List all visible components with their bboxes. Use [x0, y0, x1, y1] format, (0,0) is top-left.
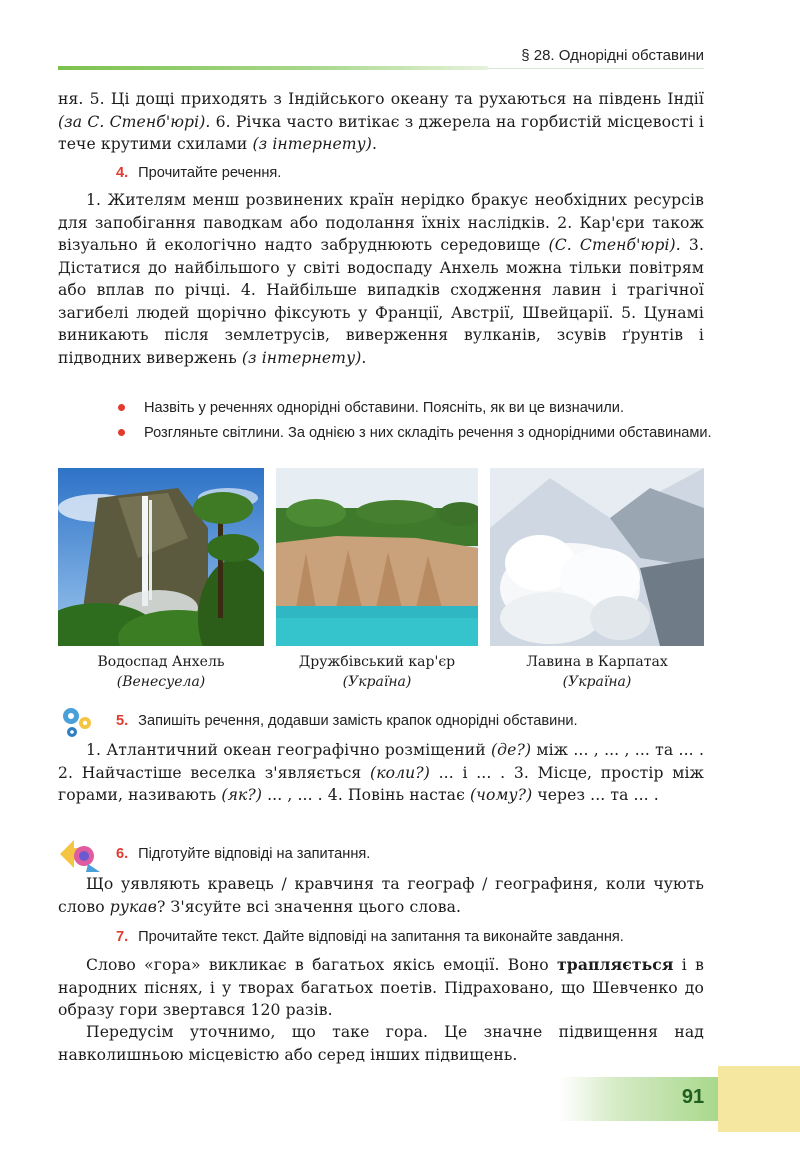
task-6-heading [116, 844, 370, 864]
task-7-number: 7. [116, 929, 129, 945]
task-5-instruction: Запишіть речення, додавши замість крапок однорідні обставини. [138, 713, 578, 729]
header-green-rule [58, 66, 488, 70]
caption-place: (Венесуела) [116, 674, 206, 690]
header-thin-rule [488, 68, 704, 69]
task-4-number: 4. [116, 165, 129, 181]
task-4-sentences [58, 189, 704, 369]
task-5-number: 5. [116, 713, 129, 729]
task-5-part: 1. Атлантичний океан географічно розміщений [86, 741, 491, 759]
intro-end: . [372, 135, 378, 153]
task-6-word: рукав [109, 897, 157, 916]
caption-name: Лавина в Карпатах [526, 654, 668, 670]
task-4-end: . [361, 348, 367, 367]
section-title: § 28. Однорідні обставини [521, 47, 704, 64]
task-4-instruction: Прочитайте речення. [138, 165, 282, 181]
task-4-bullet-2 [118, 423, 718, 443]
task-5-question: (чому?) [469, 786, 533, 804]
footer-yellow-block [718, 1066, 800, 1132]
photo-druzhbivskyi-quarry [276, 468, 478, 646]
intro-text-2: 6. Річка часто витікає з джерела на горбистій місцевості і тече крутими схилами [58, 112, 704, 153]
task-5-question: (де?) [490, 741, 532, 759]
intro-source-2: (з інтернету) [252, 135, 372, 153]
caption-1 [56, 652, 266, 692]
task-7-bold-word: трапляється [557, 955, 674, 974]
task-7-paragraph-2: Передусім уточнимо, що таке гора. Це значне підвищення над навколишньою місцевістю або серед інших підвищень. [58, 1023, 704, 1064]
task-5-part: через ... та ... . [532, 786, 659, 804]
task-7-part: і в народних піснях, і у творах багатьох поетів. Підраховано, що Шевченко до образу гори звертався 120 разів. [58, 956, 704, 1019]
task-7-part: Слово «гора» викликає в багатьох якісь емоції. Воно [86, 956, 558, 974]
intro-paragraph [58, 88, 704, 156]
caption-place: (Україна) [342, 674, 412, 690]
arrows-discussion-icon [58, 836, 102, 874]
intro-source-1: (за С. Стенб'юрі). [58, 112, 211, 131]
task-4-bullet-1 [118, 398, 718, 418]
task-5-part: між ... , ... , ... та ... . 2. Найчастіше веселка з'являється [58, 741, 705, 782]
gears-icon [58, 704, 98, 740]
task-5-part: ... і ... . 3. Місце, простір між горами, називають [58, 763, 704, 804]
task-6-part: ? З'ясуйте всі значення цього слова. [156, 897, 462, 916]
caption-place: (Україна) [562, 674, 632, 690]
task-5-part: ... , ... . 4. Повінь настає [262, 786, 470, 804]
task-5-heading [116, 711, 578, 731]
task-5-question: (коли?) [370, 763, 430, 782]
task-6-text [58, 873, 704, 918]
caption-3 [492, 652, 702, 692]
task-4-text-1: 1. Жителям менш розвинених країн нерідко бракує необхідних ресурсів для запобігання паводкам або подолання їхніх наслідків. 2. Кар'єри також візуально й екологічно надто забруднюють середовище [58, 191, 704, 254]
photo-carpathian-avalanche [490, 468, 704, 646]
task-7-heading [116, 927, 624, 947]
bullet-dot-icon [118, 429, 125, 436]
bullet-text: Розгляньте світлини. За однією з них складіть речення з однорідними обставинами. [144, 425, 712, 441]
caption-2 [272, 652, 482, 692]
task-5-question: (як?) [221, 786, 263, 804]
task-6-number: 6. [116, 846, 129, 862]
task-4-text-2: 3. Дістатися до найбільшого у світі водоспаду Анхель можна тільки повітрям або вплав по річці. 4. Найбільше випадків сходження лавин і трагічної загибелі людей щорічно фіксують у Франції, Австрії, Швейцарії. 5. Цунамі виникають після землетрусів, виверження вулканів, зсувів ґрунтів і підводних вивержень [58, 236, 704, 367]
photo-angel-falls [58, 468, 264, 646]
task-6-instruction: Підготуйте відповіді на запитання. [138, 846, 371, 862]
page-number: 91 [681, 1086, 705, 1108]
task-4-heading [116, 163, 281, 183]
task-4-source-1: (С. Стенб'юрі). [548, 236, 681, 254]
task-4-source-2: (з інтернету) [241, 348, 362, 367]
bullet-dot-icon [118, 404, 125, 411]
task-6-part: Що уявляють кравець / кравчиня та географ / географиня, коли чують слово [58, 875, 704, 916]
caption-name: Водоспад Анхель [97, 654, 225, 670]
bullet-text: Назвіть у реченнях однорідні обставини. Поясніть, як ви це визначили. [144, 400, 624, 416]
caption-name: Дружбівський кар'єр [298, 654, 456, 670]
intro-text-1: ня. 5. Ці дощі приходять з Індійського океану та рухаються на південь Індії [58, 90, 704, 108]
task-7-paragraph-1 [58, 954, 704, 1022]
task-7-instruction: Прочитайте текст. Дайте відповіді на запитання та виконайте завдання. [138, 929, 624, 945]
task-5-text [58, 739, 704, 807]
